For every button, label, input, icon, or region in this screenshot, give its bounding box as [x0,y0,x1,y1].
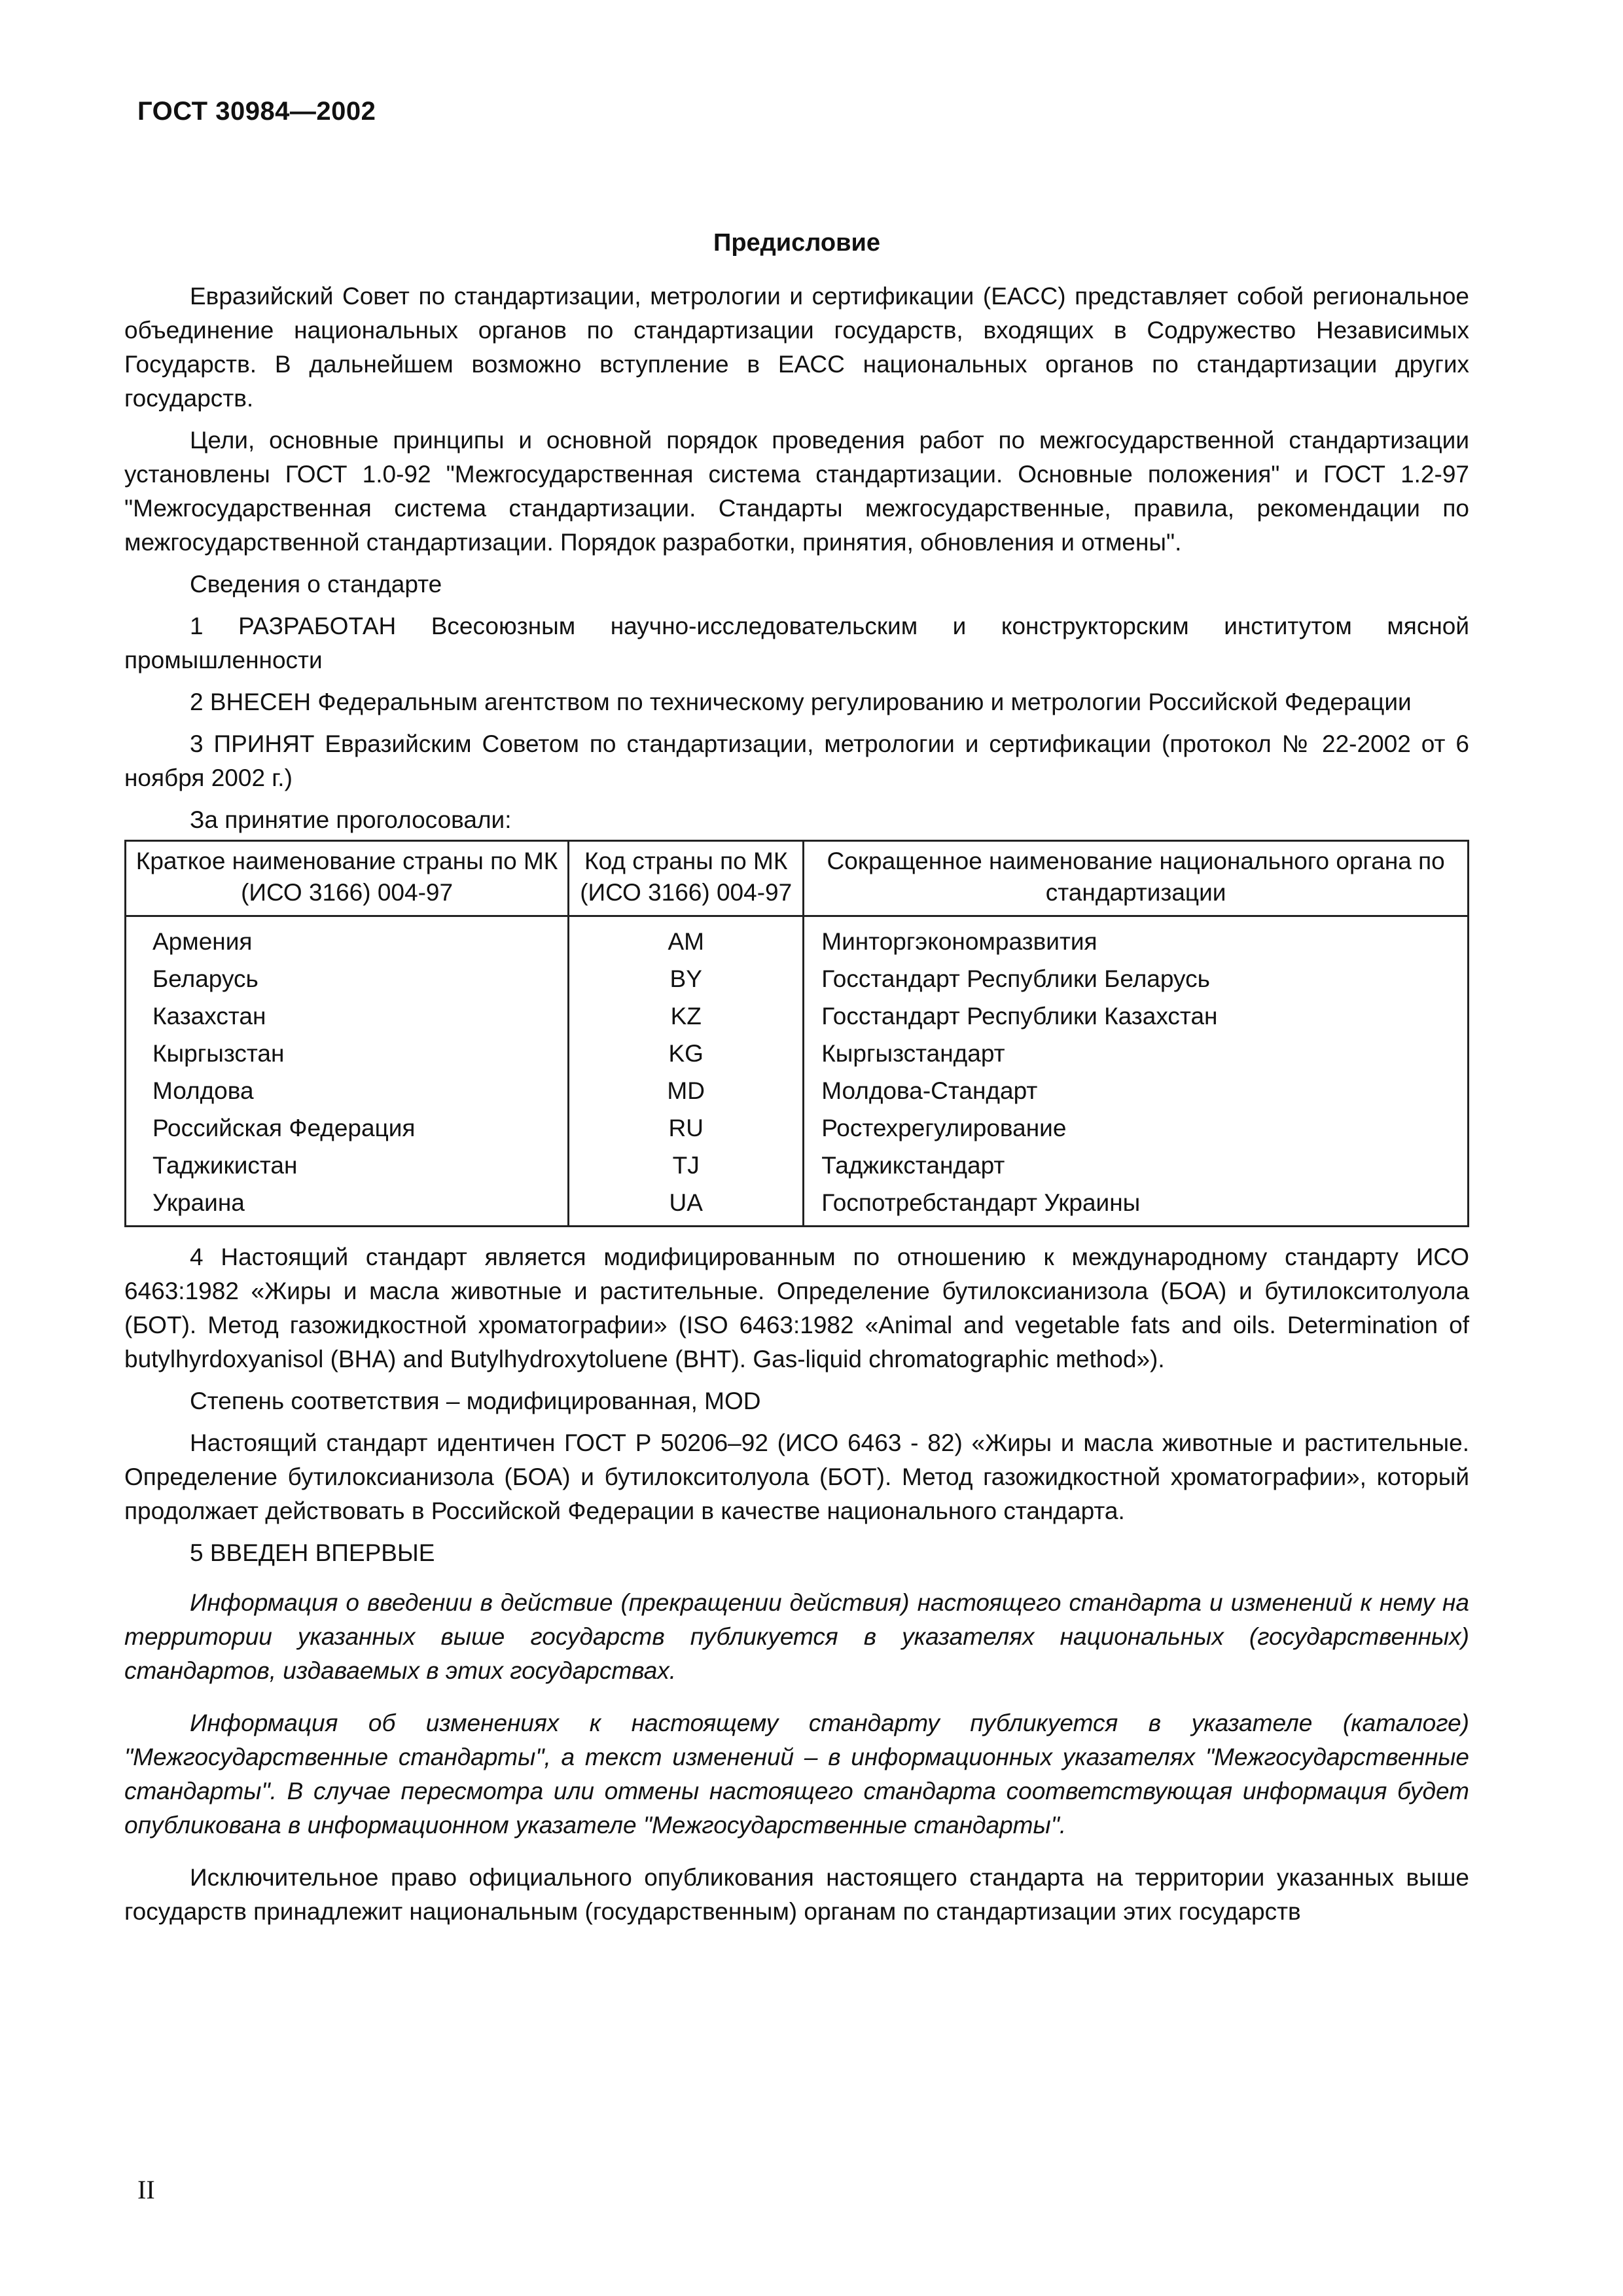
foreword-section [124,226,1469,1937]
table-row [126,1110,1469,1147]
voting-table [124,840,1469,1227]
notice-introduction: Информация о введении в действие (прекращении действия) настоящего стандарта и изменений к нему на территории указанных выше государств публикуется в указателях национальных (государственных) стандартов, издаваемых в этих государствах. [124,1589,1469,1684]
cell-code: RU [569,1110,804,1147]
cell-country: Украина [126,1185,569,1227]
cell-code: BY [569,961,804,998]
table-row [126,961,1469,998]
paragraph-eass: Евразийский Совет по стандартизации, метрологии и сертификации (ЕАСС) представляет собой региональное объединение национальных органов по стандартизации государств, входящих в Содружество Независимых Государств. В дальнейшем возможно вступление в ЕАСС национальных органов по стандартизации других государств. [124,283,1469,412]
cell-organ: Госстандарт Республики Казахстан [804,998,1469,1035]
degree-of-conformity: Степень соответствия – модифицированная, MOD [190,1388,761,1414]
paragraph-identical: Настоящий стандарт идентичен ГОСТ Р 50206–92 (ИСО 6463 - 82) «Жиры и масла животные и растительные. Определение бутилоксианизола (БОА) и бутилокситолуола (БОТ). Метод газожидкостной хроматографии», который продолжает действовать в Российской Федерации в качестве национального стандарта. [124,1429,1469,1524]
item-developed: 1 РАЗРАБОТАН Всесоюзным научно-исследовательским и конструкторским институтом мясной промышленности [124,613,1469,673]
cell-code: KZ [569,998,804,1035]
cell-code: UA [569,1185,804,1227]
item-submitted: 2 ВНЕСЕН Федеральным агентством по техническому регулированию и метрологии Российской Федерации [190,689,1412,715]
notice-changes: Информация об изменениях к настоящему стандарту публикуется в указателе (каталоге) "Межгосударственные стандарты", а текст изменений – в информационных указателях "Межгосударственные стандарты". В случае пересмотра или отмены настоящего стандарта соответствующая информация будет опубликована в информационном указателе "Межгосударственные стандарты". [124,1710,1469,1839]
cell-code: KG [569,1035,804,1073]
cell-organ: Кыргызстандарт [804,1035,1469,1073]
table-row [126,1147,1469,1185]
document-code-header: ГОСТ 30984—2002 [137,97,376,126]
info-heading: Сведения о стандарте [190,571,442,598]
table-row [126,998,1469,1035]
cell-organ: Минторгэкономразвития [804,916,1469,961]
cell-country: Беларусь [126,961,569,998]
column-header-code: Код страны по МК (ИСО 3166) 004-97 [569,841,804,916]
table-row [126,1073,1469,1110]
paragraph-exclusive-right: Исключительное право официального опубликования настоящего стандарта на территории указанных выше государств принадлежит национальным (государственным) органам по стандартизации этих государств [124,1864,1469,1925]
cell-code: TJ [569,1147,804,1185]
section-title: Предисловие [713,229,880,257]
cell-organ: Таджикстандарт [804,1147,1469,1185]
paragraph-goals: Цели, основные принципы и основной порядок проведения работ по межгосударственной стандартизации установлены ГОСТ 1.0-92 "Межгосударственная система стандартизации. Основные положения" и ГОСТ 1.2-97 "Межгосударственная система стандартизации. Стандарты межгосударственные, правила, рекомендации по межгосударственной стандартизации. Порядок разработки, принятия, обновления и отмены". [124,427,1469,556]
table-header-row [126,841,1469,916]
table-row [126,1035,1469,1073]
column-header-country: Краткое наименование страны по МК (ИСО 3166) 004-97 [126,841,569,916]
item-adopted: 3 ПРИНЯТ Евразийским Советом по стандартизации, метрологии и сертификации (протокол № 22-2002 от 6 ноября 2002 г.) [124,730,1469,791]
cell-code: MD [569,1073,804,1110]
item-modified: 4 Настоящий стандарт является модифицированным по отношению к международному стандарту ИСО 6463:1982 «Жиры и масла животные и растительные. Определение бутилоксианизола (БОА) и бутилокситолуола (БОТ). Метод газожидкостной хроматографии» (ISO 6463:1982 «Animal and vegetable fats and oils. Determination of butylhyrdoxyanisol (BHA) and Butylhydroxytoluene (BHT). Gas-liquid chromatographic method»). [124,1244,1469,1372]
cell-organ: Ростехрегулирование [804,1110,1469,1147]
cell-country: Армения [126,916,569,961]
cell-country: Таджикистан [126,1147,569,1185]
table-row [126,1185,1469,1227]
item-introduced: 5 ВВЕДЕН ВПЕРВЫЕ [190,1539,435,1566]
cell-organ: Госстандарт Республики Беларусь [804,961,1469,998]
cell-country: Кыргызстан [126,1035,569,1073]
cell-country: Молдова [126,1073,569,1110]
table-row [126,916,1469,961]
column-header-organ: Сокращенное наименование национального органа по стандартизации [804,841,1469,916]
voted-label: За принятие проголосовали: [190,806,512,833]
cell-organ: Молдова-Стандарт [804,1073,1469,1110]
page-number: II [137,2175,155,2204]
cell-code: AM [569,916,804,961]
cell-country: Казахстан [126,998,569,1035]
cell-organ: Госпотребстандарт Украины [804,1185,1469,1227]
cell-country: Российская Федерация [126,1110,569,1147]
